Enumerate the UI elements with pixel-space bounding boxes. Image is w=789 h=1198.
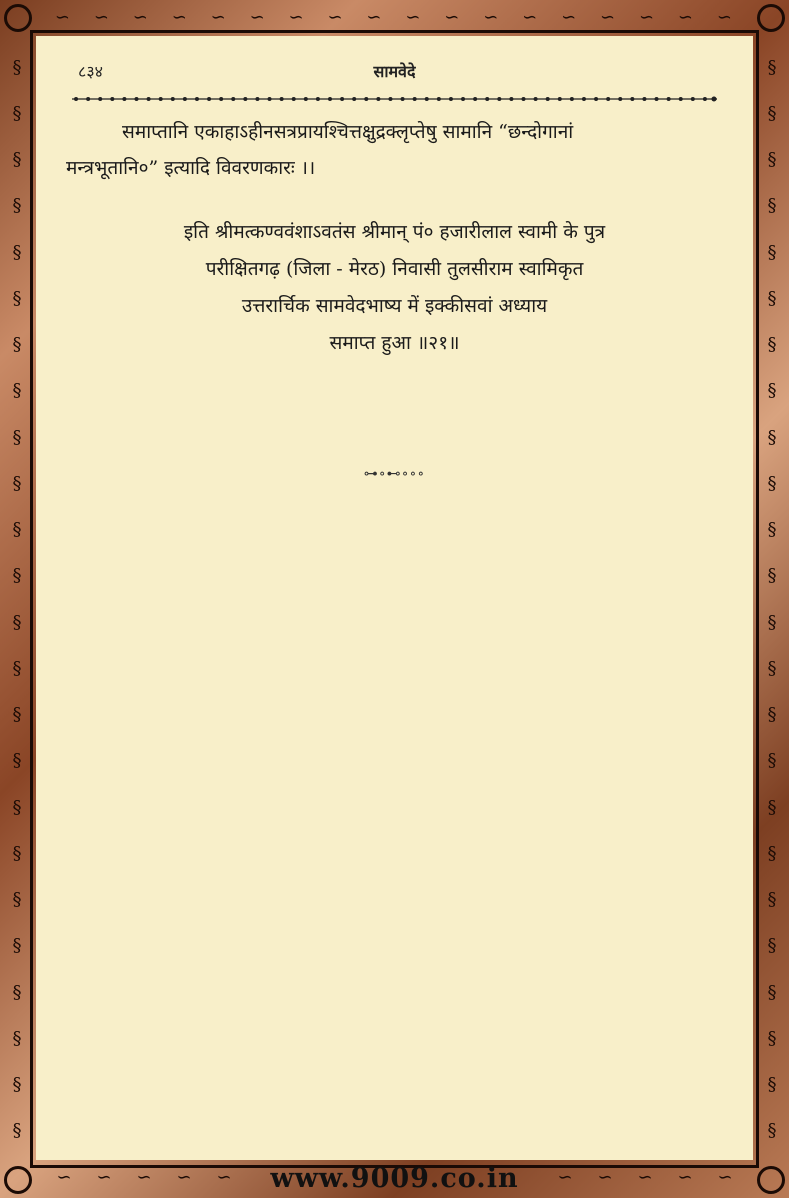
beaded-rule-icon: [72, 96, 717, 102]
colophon-line-1: इति श्रीमत्कण्ववंशाऽवतंस श्रीमान् पं० हजारीलाल स्वामी के पुत्र: [183, 221, 606, 243]
frame-scroll-ornament-right: § § § § § § § § § § § § § § § § § § § § § § § §: [767, 56, 777, 1142]
page-paper: [36, 36, 753, 1160]
section-divider-ornament: ⊶∘⊷∘∘∘: [363, 466, 426, 482]
corner-ornament-icon: [757, 4, 785, 32]
website-watermark: www.9009.co.in: [270, 1163, 519, 1194]
colophon-line-3: उत्तरार्चिक सामवेदभाष्य में इक्कीसवां अध्याय: [241, 295, 548, 317]
running-title: सामवेदे: [373, 62, 416, 81]
header-rule: [72, 96, 717, 102]
colophon-line-4: समाप्त हुआ ॥२१॥: [329, 332, 460, 354]
chapter-colophon: [36, 214, 753, 362]
page-header: [36, 60, 753, 86]
body-line-2: मन्त्रभूतानि०” इत्यादि विवरणकारः ।।: [66, 157, 316, 179]
frame-scroll-ornament-bottom-left: ∽ ∽ ∽ ∽ ∽: [56, 1166, 232, 1188]
frame-scroll-ornament-bottom-right: ∽ ∽ ∽ ∽ ∽: [557, 1166, 733, 1188]
corner-ornament-icon: [4, 4, 32, 32]
frame-scroll-ornament-top: ∽ ∽ ∽ ∽ ∽ ∽ ∽ ∽ ∽ ∽ ∽ ∽ ∽ ∽ ∽ ∽ ∽ ∽: [54, 6, 734, 28]
page-number: ८३४: [78, 62, 103, 81]
frame-scroll-ornament-left: § § § § § § § § § § § § § § § § § § § § § § § §: [12, 56, 22, 1142]
colophon-line-2: परीक्षितगढ़ (जिला - मेरठ) निवासी तुलसीराम स्वामिकृत: [205, 258, 584, 280]
body-paragraph: [66, 114, 715, 186]
body-line-1: समाप्तानि एकाहाऽहीनसत्रप्रायश्चित्तक्षुद्रक्लृप्तेषु सामानि “छन्दोगानां: [122, 121, 574, 143]
